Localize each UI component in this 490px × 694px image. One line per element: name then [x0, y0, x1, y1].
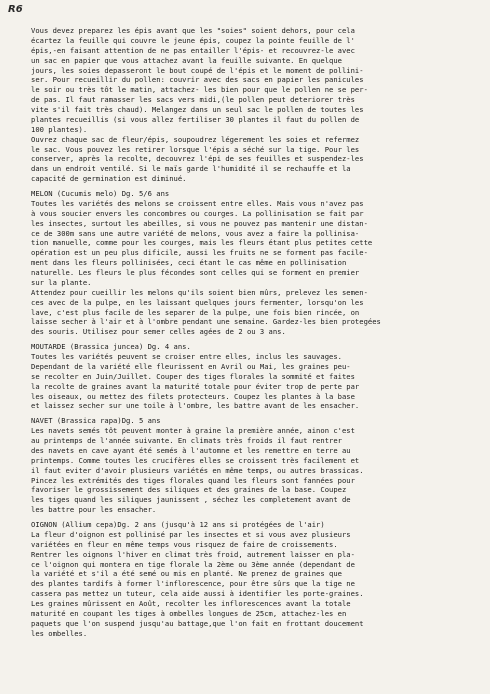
text-line: épis,-en faisant attention de ne pas entailler l'épis- et recouvrez-le avec: [31, 45, 355, 55]
text-line: tion manuelle, comme pour les courges, mais les fleurs étant plus petites cette: [31, 238, 373, 248]
text-line: Toutes les variétés des melons se croissent entre elles. Mais vous n'avez pas: [31, 198, 364, 208]
text-line: le sac. Vous pouvez les retirer lorsque l'épis a séché sur la tige. Pour les: [31, 144, 360, 154]
text-line: capacité de germination est diminué.: [31, 174, 187, 184]
text-line: sur la plante.: [31, 277, 92, 287]
text-line: Les graines mûrissent en Août, recolter les inflorescences avant la totale: [31, 599, 351, 608]
text-line: Rentrer les oignons l'hiver en climat très froid, autrement laisser en pla-: [31, 549, 355, 559]
text-line: ce de 300m sans une autre variété de melons, vous avez a faire la pollinisa-: [31, 228, 360, 238]
text-line: et laissez secher sur une toile à l'ombre, les battre avant de les ensacher.: [31, 401, 360, 411]
text-line: MOUTARDE (Brassica juncea) Dg. 4 ans.: [31, 342, 191, 352]
text-line: écartez la feuille qui couvre le jeune épis, coupez la pointe feuille de l': [31, 35, 355, 45]
text-line: la variété et s'il a été semé ou mis en planté. Ne prenez de graines que: [31, 569, 342, 579]
text-line: jours, les soies depasseront le bout coupé de l'épis et le moment de pollini-: [31, 65, 364, 75]
text-line: à vous soucier envers les concombres ou courges. La pollinisation se fait par: [31, 208, 364, 218]
document-body: [31, 26, 469, 639]
text-line: la recolte de graines avant la maturité totale pour éviter trop de perte par: [31, 381, 360, 391]
text-line: NAVET (Brassica rapa)Dg. 5 ans: [31, 416, 161, 426]
text-line: Pincez les extrémités des tiges florales quand les fleurs sont fannées pour: [31, 475, 355, 485]
text-line: de pas. Il faut ramasser les sacs vers midi,(le pollen peut deteriorer très: [31, 95, 355, 105]
text-line: variétées en fleur en même temps vous risquez de faire de croissements.: [31, 539, 338, 549]
text-line: OIGNON (Allium cepa)Dg. 2 ans (jusqu'à 12 ans si protégées de l'air): [31, 520, 325, 529]
text-line: laisse secher à l'air et à l'ombre pendant une semaine. Gardez-les bien protegées: [31, 317, 381, 327]
text-line: les tiges quand les siliques jaunissent , séchez les completement avant de: [31, 495, 351, 505]
text-line: les battre pour les ensacher.: [31, 505, 157, 515]
text-line: dans un endroit ventilé. Si le maïs garde l'humidité il se rechauffe et la: [31, 164, 351, 174]
text-line: se recolter en Juin/Juillet. Couper des tiges florales la sommité et faites: [31, 371, 355, 381]
text-line: printemps. Comme toutes les crucifères elles se croissent très facilement et: [31, 455, 360, 465]
text-line: vite s'il fait très chaud). Melangez dans un seul sac le pollen de toutes les: [31, 105, 364, 114]
text-line: conserver, après la recolte, decouvrez l'épi de ses feuilles et suspendez-les: [31, 154, 364, 164]
text-line: au printemps de l'année suivante. En climats très froids il faut rentrer: [31, 436, 342, 445]
text-line: Vous devez preparez les épis avant que les "soies" soient dehors, pour cela: [31, 26, 355, 35]
text-line: lave, c'est plus facile de les separer de la pulpe, une fois bien rincée, on: [31, 307, 360, 317]
text-line: ces avec de la pulpe, en les laissant quelques jours fermenter, lorsqu'on les: [31, 297, 364, 307]
text-line: Les navets semés tôt peuvent monter à graine la première année, ainon c'est: [31, 426, 355, 436]
text-line: les ombelles.: [31, 628, 88, 638]
page-number: R6: [8, 4, 23, 15]
text-line: paquets que l'on suspend jusqu'au battage,que l'on fait en frottant doucement: [31, 618, 364, 628]
text-line: des souris. Utilisez pour semer celles agées de 2 ou 3 ans.: [31, 327, 286, 337]
text-line: favoriser le grossissement des siliques et des graines de la base. Coupez: [31, 485, 347, 495]
text-line: plantes recueillis (si vous allez fertiliser 30 plantes il faut du pollen de: [31, 114, 360, 124]
text-line: des plantes tardifs à former l'inflorescence, pour être sûrs que la tige ne: [31, 579, 355, 589]
text-line: Attendez pour cueillir les melons qu'ils soient bien mûrs, prelevez les semen-: [31, 287, 368, 297]
text-line: naturelle. Les fleurs le plus fécondes sont celles qui se forment en premier: [31, 268, 360, 277]
text-line: ser. Pour recueillir du pollen: couvrir avec des sacs en papier les panicules: [31, 75, 364, 85]
text-line: ment dans les fleurs pollinisées, ceci étant le cas même en pollinisation: [31, 258, 347, 268]
text-line: 100 plantes).: [31, 124, 88, 134]
text-line: le soir ou très tôt le matin, attachez- les bien pour que le pollen ne se per-: [31, 85, 368, 95]
text-line: Dependant de la variété elle fleurissent en Avril ou Mai, les graines peu-: [31, 361, 351, 371]
text-line: les insectes, surtout les abeilles, si vous ne pouvez pas mantenir une distan-: [31, 218, 368, 228]
text-line: Toutes les variétés peuvent se croiser entre elles, inclus les sauvages.: [31, 352, 342, 361]
text-line: des navets en cave ayant été semés à l'automne et les remettre en terre au: [31, 445, 351, 455]
text-line: MELON (Cucumis melo) Dg. 5/6 ans: [31, 189, 170, 198]
text-line: opération est un peu plus dificile, aussi les fruits ne se forment pas facile-: [31, 248, 368, 258]
text-line: Ouvrez chaque sac de fleur/épis, soupoudrez légerement les soies et refermez: [31, 134, 360, 144]
text-line: ce l'oignon qui montera en tige florale la 2ème ou 3ème année (dependant de: [31, 559, 355, 569]
text-line: les oiseaux, ou mettez des filets protecteurs. Coupez les plantes à la base: [31, 391, 355, 401]
text-line: un sac en papier que vous attachez avant la feuille suivante. En quelque: [31, 55, 342, 65]
text-line: maturité en coupant les tiges à ombelles longues de 25cm, attachez-les en: [31, 608, 347, 618]
text-line: il faut eviter d'avoir plusieurs variétés en même temps, ou autres brassicas.: [31, 465, 364, 475]
text-line: cassera pas mettez un tuteur, cela aide aussi à identifier les porte-graines.: [31, 589, 364, 599]
text-line: La fleur d'oignon est pollinisé par les insectes et si vous avez plusieurs: [31, 529, 351, 539]
